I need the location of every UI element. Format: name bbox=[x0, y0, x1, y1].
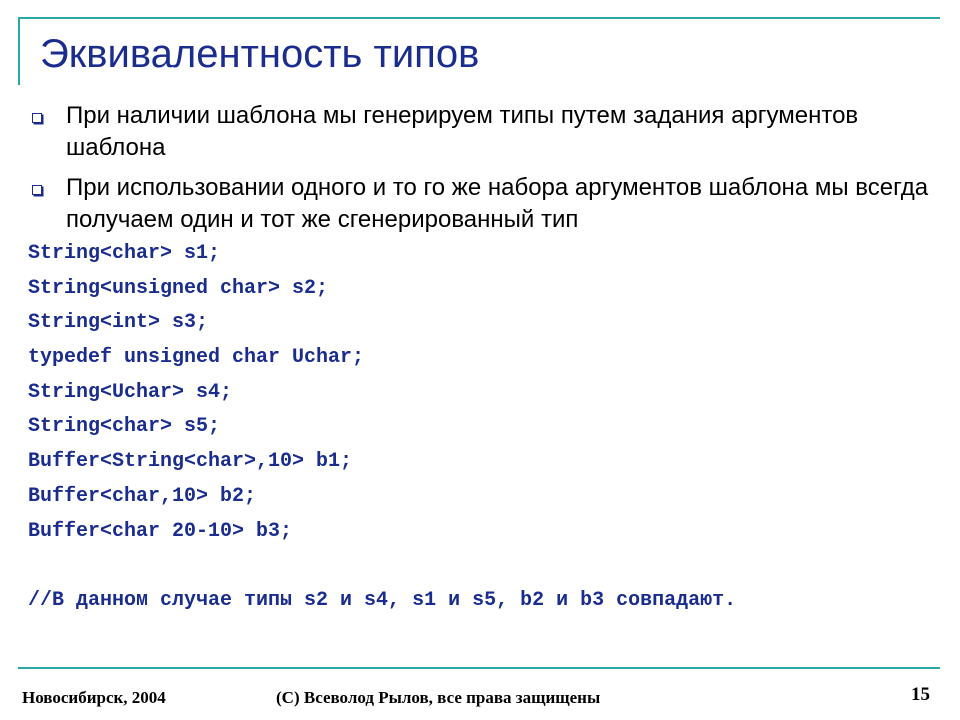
code-line: String<char> s5; bbox=[28, 415, 221, 439]
code-line: Buffer<char,10> b2; bbox=[28, 484, 257, 508]
code-line: typedef unsigned char Uchar; bbox=[28, 346, 365, 370]
hollow-square-bullet-icon bbox=[32, 185, 42, 195]
code-line: String<Uchar> s4; bbox=[28, 380, 233, 404]
code-line: Buffer<char 20-10> b3; bbox=[28, 519, 293, 543]
footer-city-year: Новосибирск, 2004 bbox=[22, 688, 166, 707]
slide-title: Эквивалентность типов bbox=[40, 32, 480, 76]
code-comment-line: //В данном случае типы s2 и s4, s1 и s5, b2 и b3 совпадают. bbox=[28, 588, 737, 612]
code-line-blank bbox=[28, 549, 736, 584]
code-line: String<char> s1; bbox=[28, 242, 221, 265]
bullet-text: При использовании одного и то го же набора аргументов шаблона мы всегда получаем один и тот же сгенерированный тип bbox=[66, 174, 929, 233]
slide-frame-vertical-rule bbox=[18, 17, 20, 85]
bullet-item bbox=[30, 172, 930, 236]
bullet-text: При наличии шаблона мы генерируем типы путем задания аргументов шаблона bbox=[66, 102, 859, 161]
bullet-list bbox=[30, 100, 930, 244]
bullet-item bbox=[30, 100, 930, 164]
code-line: Buffer<String<char>,10> b1; bbox=[28, 450, 353, 474]
code-block bbox=[28, 237, 736, 619]
code-line: String<int> s3; bbox=[28, 311, 209, 335]
footer-copyright: (C) Всеволод Рылов, все права защищены bbox=[276, 688, 601, 707]
slide-frame-top-rule bbox=[18, 17, 940, 19]
hollow-square-bullet-icon bbox=[32, 113, 42, 123]
footer-rule bbox=[18, 667, 940, 669]
page-number: 15 bbox=[911, 684, 930, 705]
code-line: String<unsigned char> s2; bbox=[28, 276, 329, 300]
